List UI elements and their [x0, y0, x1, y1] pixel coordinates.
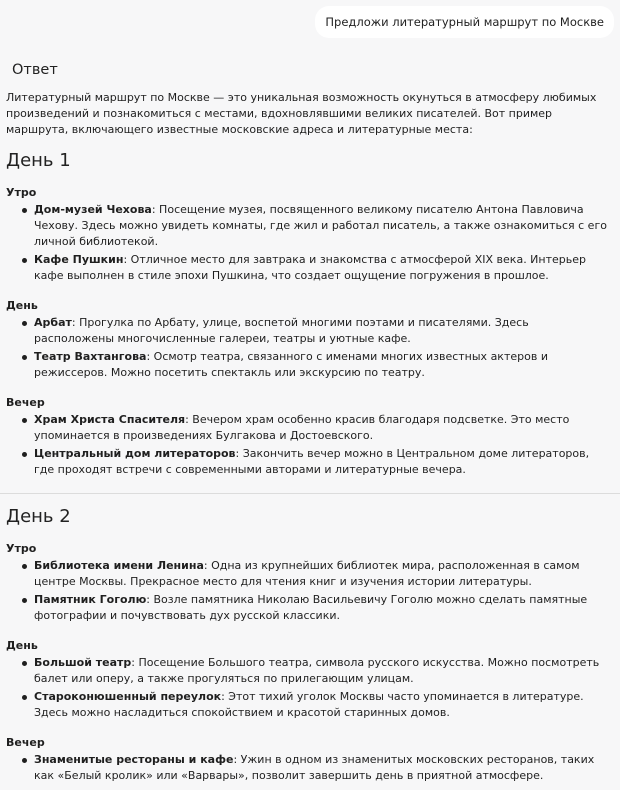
place-description: : Возле памятника Николаю Васильевичу Гоголю можно сделать памятные фотографии и почувствовать дух русской классики.	[34, 593, 588, 622]
bullet	[22, 564, 27, 569]
answer-intro: Литературный маршрут по Москве — это уникальная возможность окунуться в атмосферу любимых произведений и познакомиться с местами, вдохновлявшими великих писателей. Вот пример маршрута, включающего известные московские адреса и литературные места:	[6, 91, 597, 136]
day-2-evening-list	[6, 752, 612, 784]
place-name: Арбат	[34, 316, 72, 329]
bullet	[22, 695, 27, 700]
bullet	[22, 355, 27, 360]
day-2-evening-title: Вечер	[6, 736, 45, 749]
day-2-morning-title: Утро	[6, 542, 37, 555]
place-name: Большой театр	[34, 656, 132, 669]
bullet	[22, 452, 27, 457]
place-description: : Осмотр театра, связанного с именами многих известных актеров и режиссеров. Можно посетить спектакль или экскурсию по театру.	[34, 350, 548, 379]
place-name: Дом-музей Чехова	[34, 203, 152, 216]
answer-label: Ответ	[12, 62, 58, 78]
day-1-morning-list	[6, 202, 612, 284]
place-description: : Ужин в одном из знаменитых московских ресторанов, таких как «Белый кролик» или «Варвары», позволит завершить день в приятной атмосфере.	[34, 753, 595, 782]
day-1-evening-list	[6, 412, 612, 478]
user-message-text: Предложи литературный маршрут по Москве	[325, 15, 604, 29]
place-description: : Посещение Большого театра, символа русского искусства. Можно посмотреть балет или оперу, а также прогуляться по прилегающим улицам.	[34, 656, 600, 685]
place-description: : Этот тихий уголок Москвы часто упоминается в литературе. Здесь можно насладиться спокойствием и красотой старинных домов.	[34, 690, 584, 719]
place-name: Знаменитые рестораны и кафе	[34, 753, 234, 766]
day-2-title: День 2	[6, 506, 71, 527]
bullet	[22, 758, 27, 763]
list-item	[34, 446, 612, 478]
place-description: : Отличное место для завтрака и знакомства с атмосферой XIX века. Интерьер кафе выполнен в стиле эпохи Пушкина, что создает ощущение погружения в прошлое.	[34, 253, 586, 282]
day-1-morning-title: Утро	[6, 186, 37, 199]
bullet	[22, 661, 27, 666]
day-2-day-title: День	[6, 639, 38, 652]
place-name: Староконюшенный переулок	[34, 690, 222, 703]
place-name: Памятник Гоголю	[34, 593, 147, 606]
list-item	[34, 315, 612, 347]
place-name: Кафе Пушкин	[34, 253, 124, 266]
list-item	[34, 752, 612, 784]
list-item	[34, 655, 612, 687]
place-name: Театр Вахтангова	[34, 350, 147, 363]
list-item	[34, 592, 612, 624]
list-item	[34, 558, 612, 590]
place-description: : Прогулка по Арбату, улице, воспетой многими поэтами и писателями. Здесь расположены многочисленные галереи, театры и уютные кафе.	[34, 316, 529, 345]
place-description: : Вечером храм особенно красив благодаря подсветке. Это место упоминается в произведениях Булгакова и Достоевского.	[34, 413, 570, 442]
section-divider	[0, 493, 620, 494]
bullet	[22, 258, 27, 263]
day-1-evening-title: Вечер	[6, 396, 45, 409]
day-1-day-list	[6, 315, 612, 381]
place-description: : Закончить вечер можно в Центральном доме литераторов, где проходят встречи с современными авторами и литературные вечера.	[34, 447, 590, 476]
bullet	[22, 321, 27, 326]
list-item	[34, 412, 612, 444]
day-2-morning-list	[6, 558, 612, 624]
bullet	[22, 598, 27, 603]
bullet	[22, 418, 27, 423]
place-name: Храм Христа Спасителя	[34, 413, 186, 426]
place-description: : Посещение музея, посвященного великому писателю Антона Павловича Чехову. Здесь можно увидеть комнаты, где жил и работал писатель, а также ознакомиться с его личной библиотекой.	[34, 203, 607, 248]
place-description: : Одна из крупнейших библиотек мира, расположенная в самом центре Москвы. Прекрасное место для чтения книг и изучения истории литературы.	[34, 559, 580, 588]
list-item	[34, 202, 612, 250]
user-message-bubble	[315, 6, 614, 38]
bullet	[22, 208, 27, 213]
answer-content	[6, 90, 612, 786]
place-name: Библиотека имени Ленина	[34, 559, 204, 572]
list-item	[34, 689, 612, 721]
list-item	[34, 349, 612, 381]
place-name: Центральный дом литераторов	[34, 447, 236, 460]
day-2-day-list	[6, 655, 612, 721]
list-item	[34, 252, 612, 284]
day-1-day-title: День	[6, 299, 38, 312]
section-spacer	[6, 480, 612, 506]
day-1-title: День 1	[6, 150, 71, 171]
